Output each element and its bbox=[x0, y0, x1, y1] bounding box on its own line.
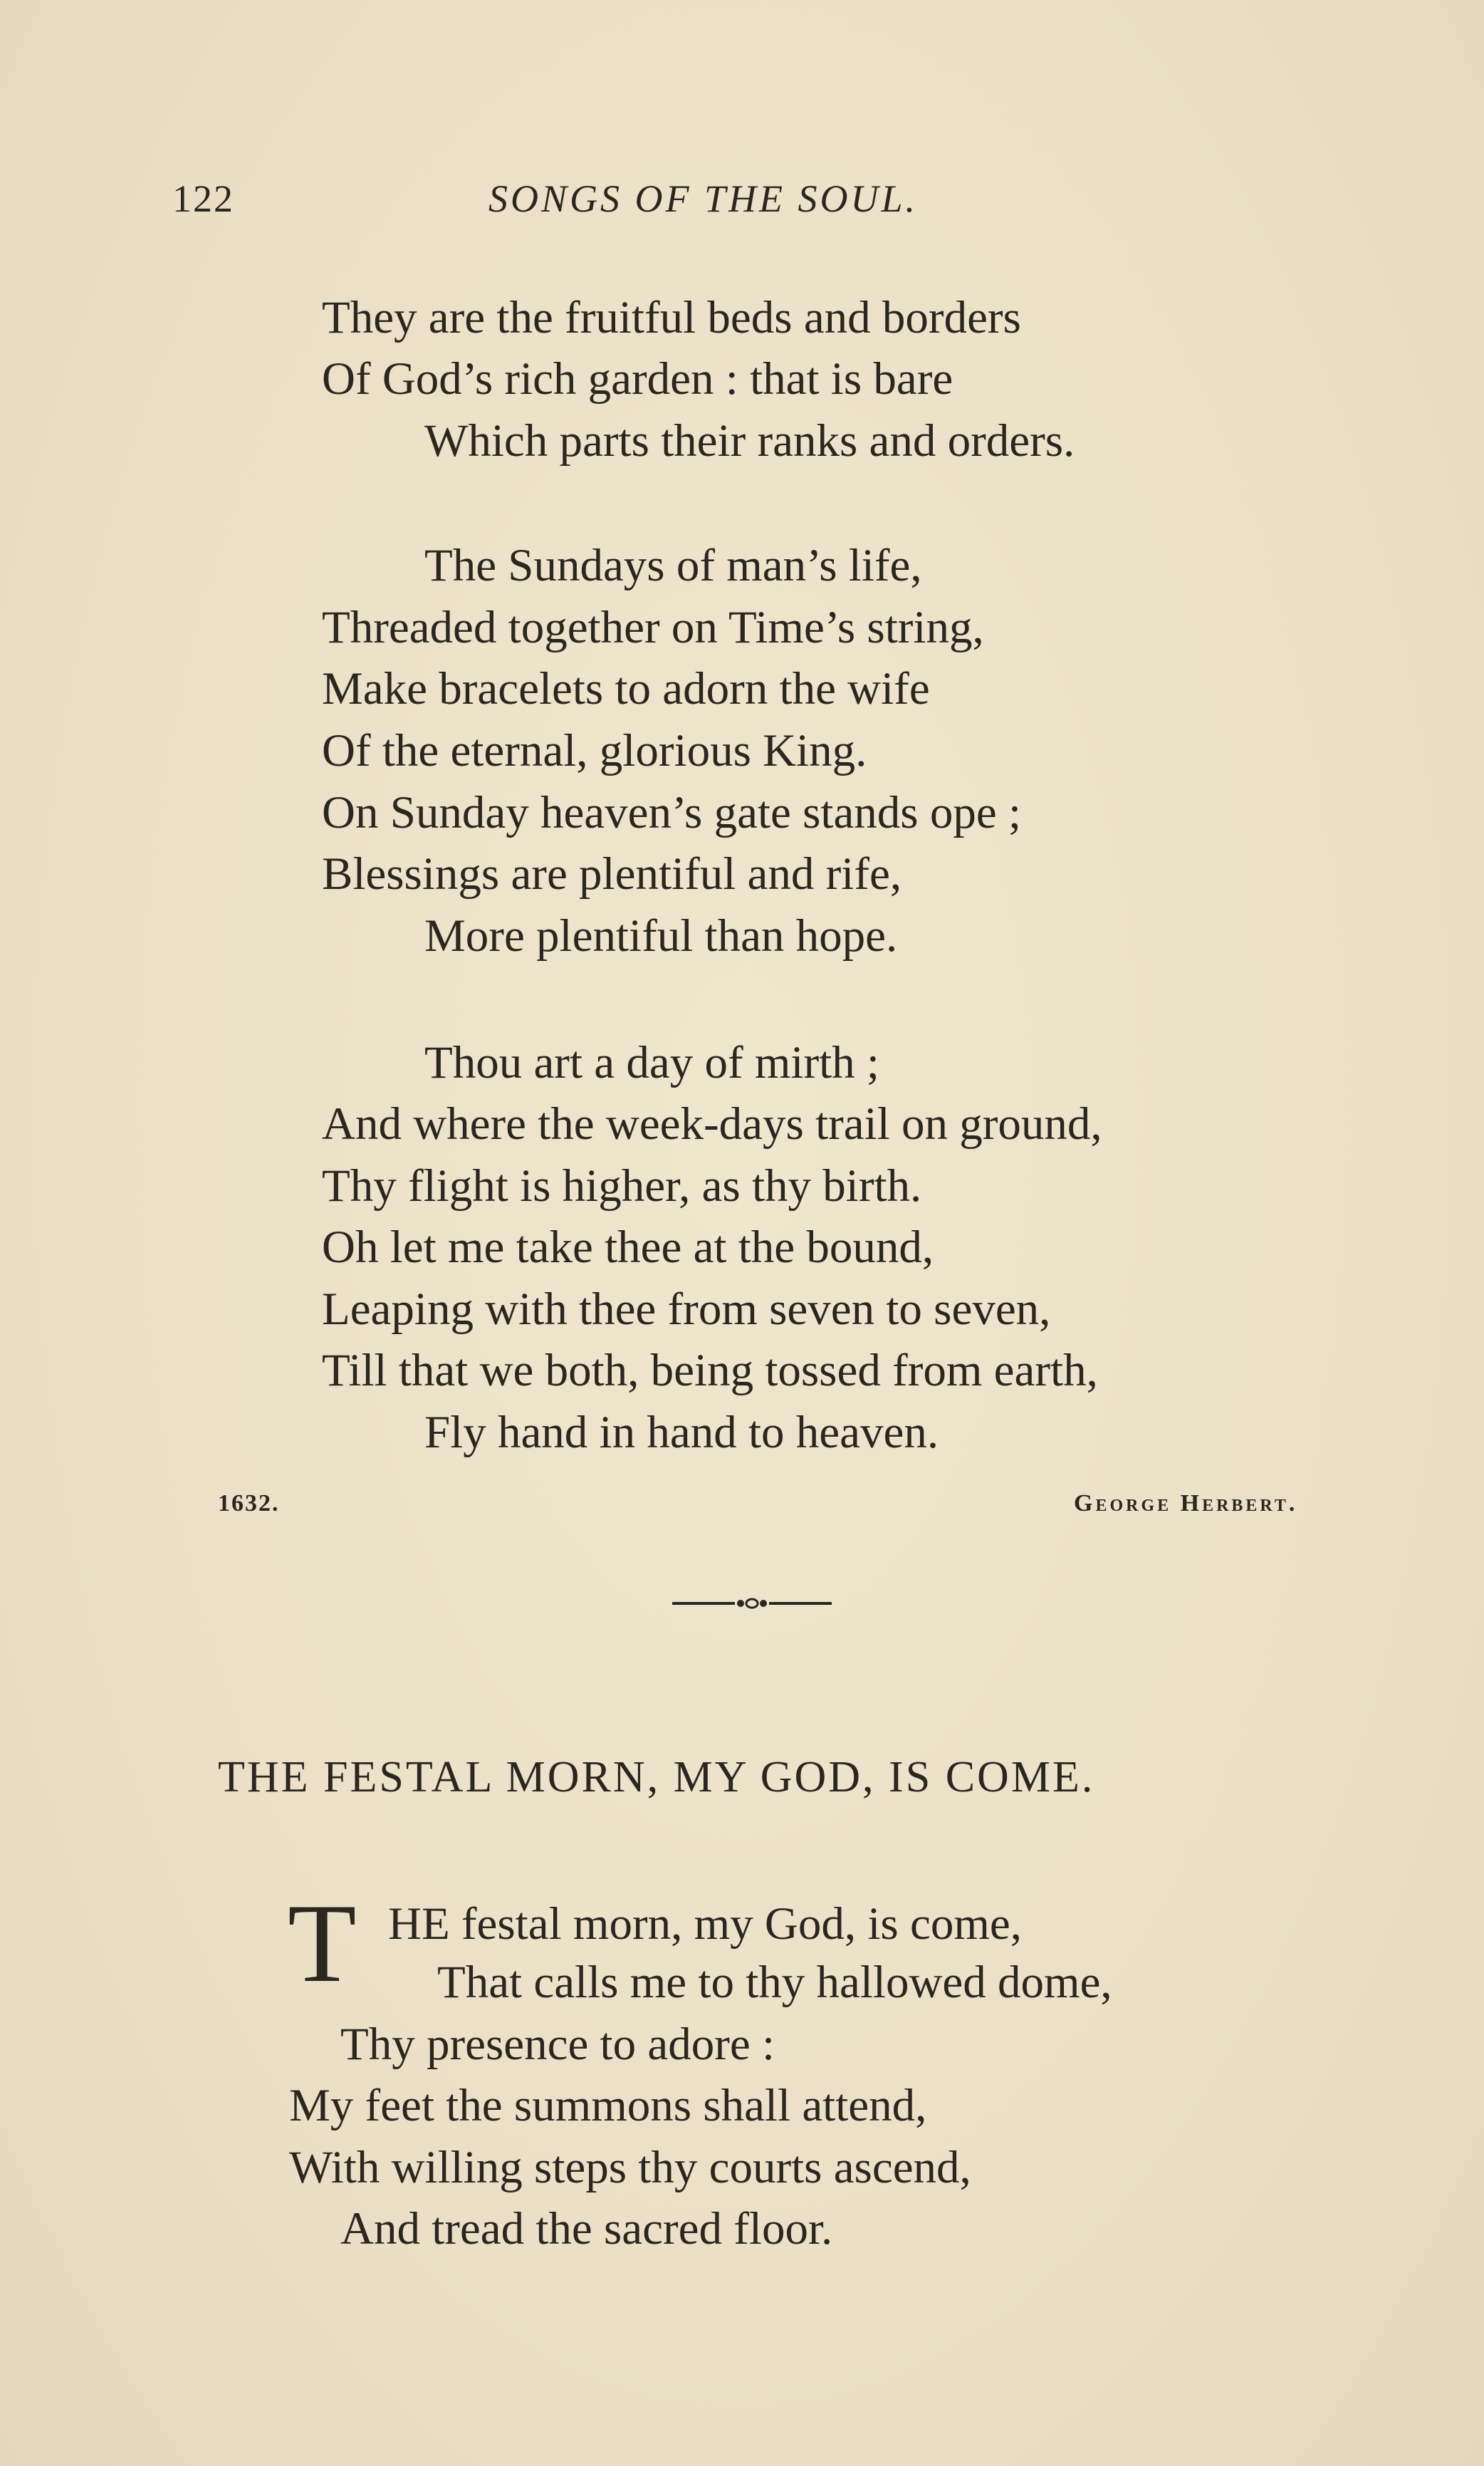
verse-line: That calls me to thy hallowed dome, bbox=[437, 1957, 1112, 2008]
page-header bbox=[0, 177, 1484, 234]
page-number: 122 bbox=[172, 177, 234, 220]
verse-line: They are the fruitful beds and borders bbox=[322, 292, 1021, 343]
verse-line: The Sundays of man’s life, bbox=[424, 540, 922, 591]
running-title: SONGS OF THE SOUL. bbox=[488, 177, 919, 220]
verse-line: Thy flight is higher, as thy birth. bbox=[322, 1160, 922, 1212]
verse-line: Which parts their ranks and orders. bbox=[424, 415, 1075, 467]
verse-line: Oh let me take thee at the bound, bbox=[322, 1222, 934, 1273]
verse-line: On Sunday heaven’s gate stands ope ; bbox=[322, 787, 1022, 838]
verse-line: HE festal morn, my God, is come, bbox=[388, 1898, 1022, 1950]
verse-line: Thou art a day of mirth ; bbox=[424, 1037, 879, 1088]
verse-line: Thy presence to adore : bbox=[340, 2019, 775, 2070]
verse-line: Blessings are plentiful and rife, bbox=[322, 848, 902, 900]
poem-title: THE FESTAL MORN, MY GOD, IS COME. bbox=[218, 1753, 1095, 1801]
verse-line: Of God’s rich garden : that is bare bbox=[322, 353, 953, 405]
verse-line: Fly hand in hand to heaven. bbox=[424, 1407, 939, 1458]
verse-line: Till that we both, being tossed from earth, bbox=[322, 1345, 1098, 1396]
verse-line: With willing steps thy courts ascend, bbox=[289, 2142, 971, 2193]
poem-year: 1632. bbox=[218, 1490, 280, 1516]
verse-line: Leaping with thee from seven to seven, bbox=[322, 1284, 1051, 1335]
verse-line: And tread the sacred floor. bbox=[340, 2203, 833, 2254]
verse-line: Threaded together on Time’s string, bbox=[322, 602, 984, 653]
verse-line: And where the week-days trail on ground, bbox=[322, 1098, 1102, 1150]
verse-line: My feet the summons shall attend, bbox=[289, 2080, 927, 2131]
verse-line: More plentiful than hope. bbox=[424, 910, 898, 962]
section-divider-ornament bbox=[669, 1593, 835, 1614]
verse-line: Make bracelets to adorn the wife bbox=[322, 663, 930, 714]
poem-author: George Herbert. bbox=[1074, 1490, 1298, 1516]
drop-cap: T bbox=[288, 1881, 357, 2006]
verse-line: Of the eternal, glorious King. bbox=[322, 725, 867, 776]
